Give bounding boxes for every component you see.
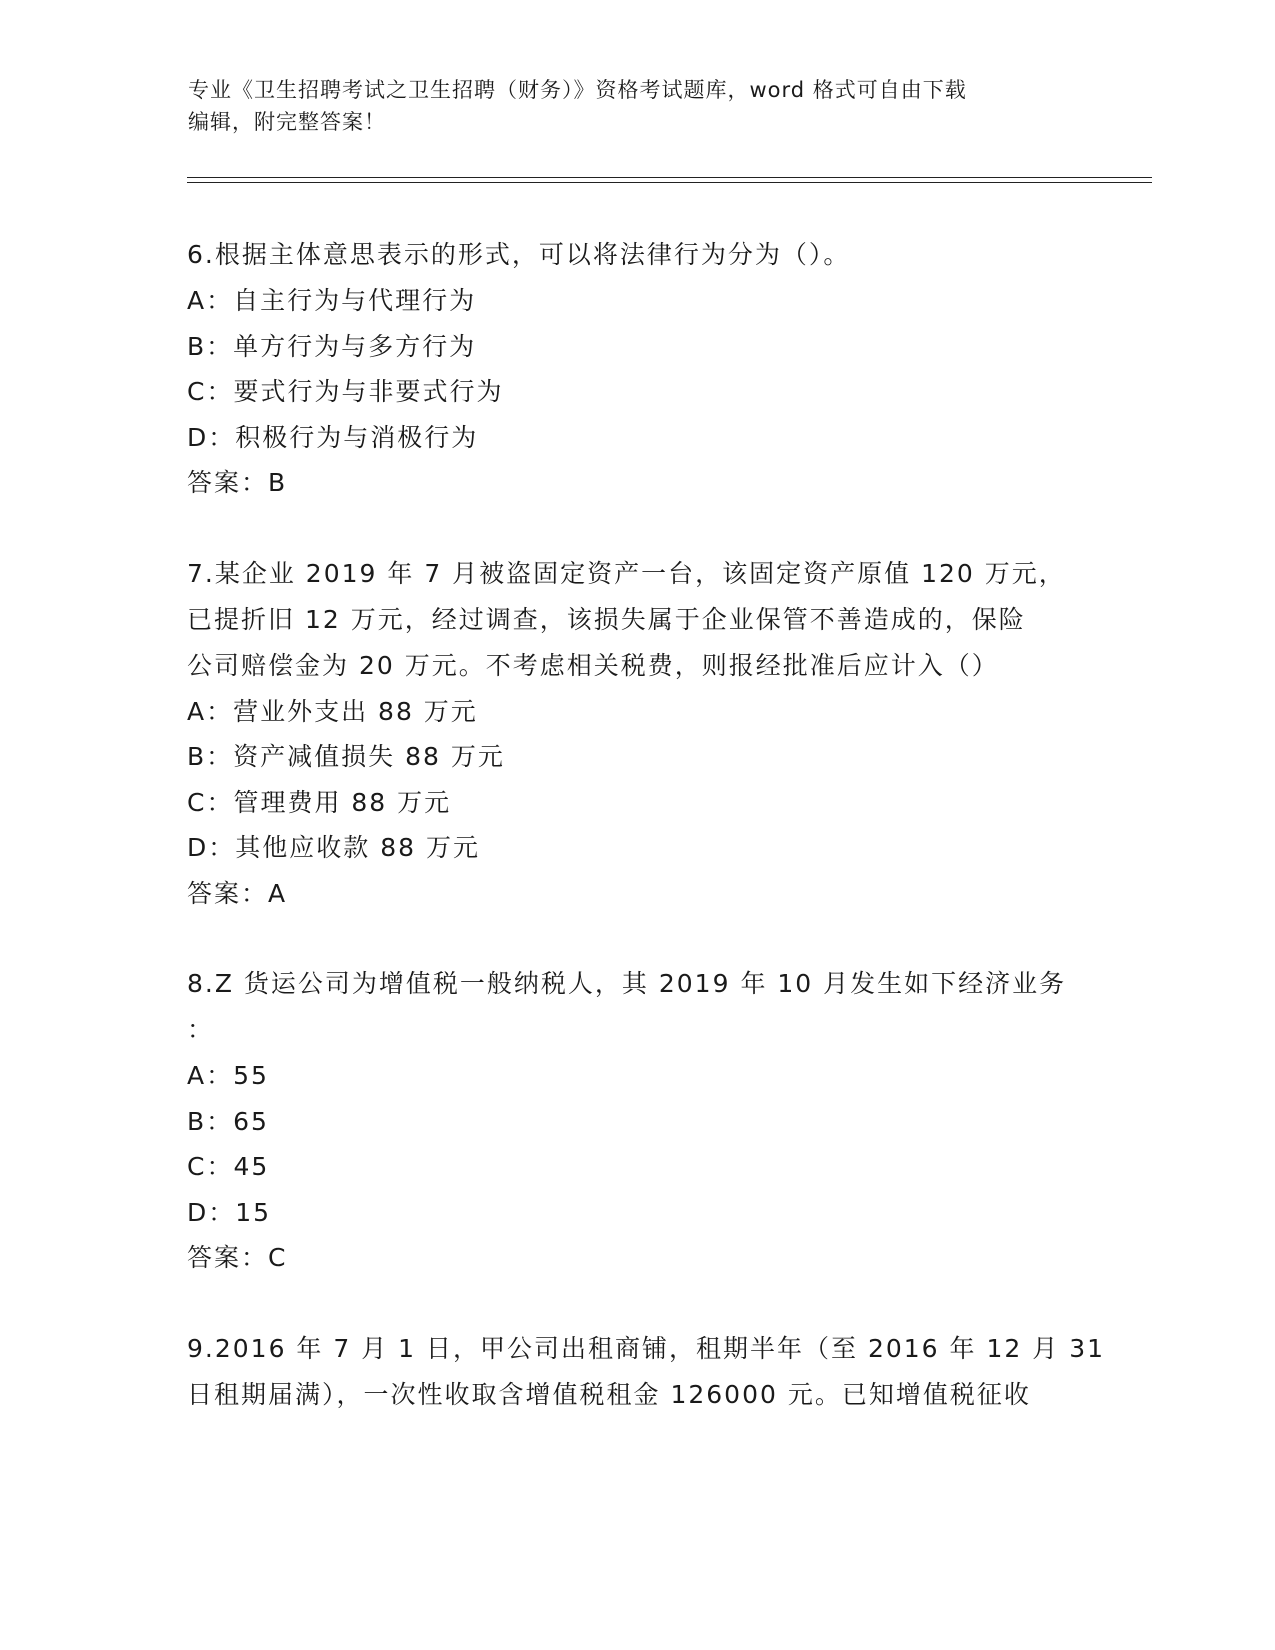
answer-value: B	[268, 468, 288, 497]
question-text: 已提折旧 12 万元，经过调查，该损失属于企业保管不善造成的，保险	[187, 604, 1026, 634]
question-text: 公司赔偿金为 20 万元。不考虑相关税费，则报经批准后应计入（）	[187, 650, 999, 680]
answer-line	[187, 460, 1087, 506]
answer-line	[187, 1235, 1087, 1281]
question-text: 日租期届满），一次性收取含增值税租金 126000 元。已知增值税征收	[187, 1379, 1031, 1409]
header-divider	[187, 182, 1152, 183]
header-divider	[187, 177, 1152, 178]
question-text: 7.某企业 2019 年 7 月被盗固定资产一台，该固定资产原值 120 万元，	[187, 558, 1066, 588]
answer-option: D：积极行为与消极行为	[187, 422, 479, 452]
answer-option: B：65	[187, 1106, 269, 1136]
question-text: 8.Z 货运公司为增值税一般纳税人，其 2019 年 10 月发生如下经济业务	[187, 969, 1067, 998]
answer-option: B：资产减值损失 88 万元	[187, 742, 505, 771]
answer-value: A	[268, 878, 288, 908]
header-line: 专业《卫生招聘考试之卫生招聘（财务）》资格考试题库，word 格式可自由下载	[188, 78, 967, 102]
answer-label: 答案：	[187, 1243, 269, 1272]
answer-option: C：45	[187, 1152, 270, 1181]
question-list	[187, 232, 1106, 1463]
header-line: 编辑，附完整答案！	[188, 110, 386, 134]
answer-option: D：15	[187, 1197, 272, 1227]
question-text: 6.根据主体意思表示的形式，可以将法律行为分为（）。	[187, 240, 851, 269]
question-text: ：	[187, 1015, 215, 1044]
answer-option: A：自主行为与代理行为	[187, 286, 477, 315]
answer-value: C	[268, 1243, 288, 1272]
question-text: 9.2016 年 7 月 1 日，甲公司出租商铺，租期半年（至 2016 年 12 月 31	[187, 1333, 1106, 1363]
answer-option: C：管理费用 88 万元	[187, 787, 452, 817]
answer-option: C：要式行为与非要式行为	[187, 377, 504, 406]
question-block	[187, 232, 1087, 506]
answer-option: A：营业外支出 88 万元	[187, 696, 478, 726]
answer-label: 答案：	[187, 468, 269, 497]
question-block	[187, 961, 1087, 1281]
document-header	[188, 74, 1078, 138]
question-block	[187, 1326, 1106, 1418]
answer-label: 答案：	[187, 878, 269, 908]
question-block	[187, 551, 1087, 917]
answer-option: D：其他应收款 88 万元	[187, 833, 480, 862]
answer-option: A：55	[187, 1061, 269, 1090]
answer-option: B：单方行为与多方行为	[187, 331, 477, 361]
answer-line	[187, 871, 1087, 917]
